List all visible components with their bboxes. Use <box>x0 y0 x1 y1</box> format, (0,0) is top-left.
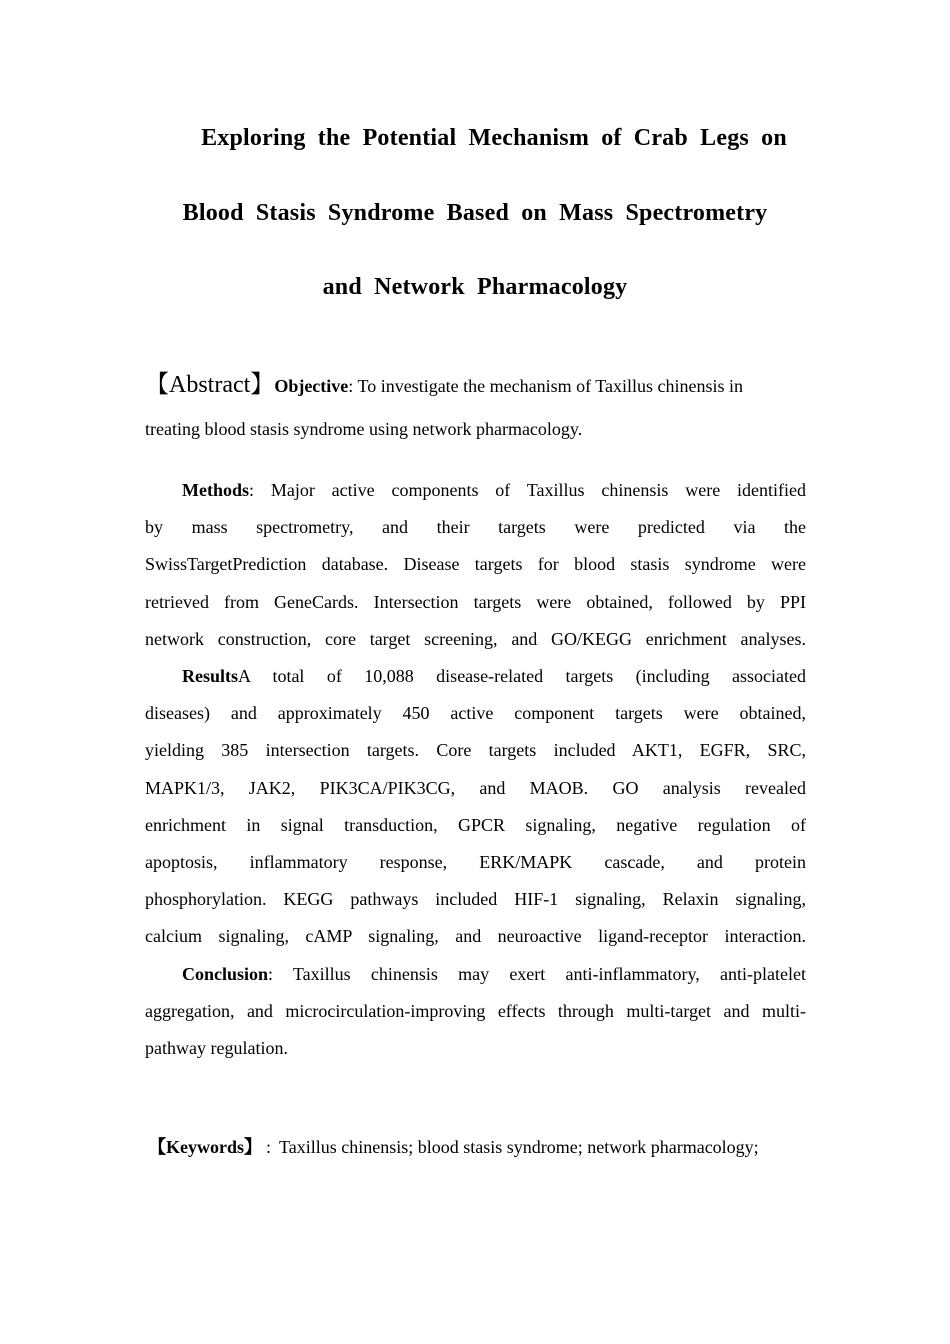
methods-paragraph <box>145 472 806 658</box>
conclusion-line <box>145 956 806 993</box>
results-line: yielding 385 intersection targets. Core targets included AKT1, EGFR, SRC, <box>145 740 806 761</box>
keywords-line <box>148 1133 759 1159</box>
results-line: apoptosis, inflammatory response, ERK/MAPK cascade, and protein <box>145 851 806 872</box>
methods-line: by mass spectrometry, and their targets were predicted via the <box>145 517 806 538</box>
methods-line: network construction, core target screening, and GO/KEGG enrichment analyses. <box>145 628 806 649</box>
methods-line: retrieved from GeneCards. Intersection targets were obtained, followed by PPI <box>145 591 806 612</box>
methods-label: Methods <box>182 480 249 500</box>
objective-text: : To investigate the mechanism of Taxillus chinensis in <box>348 376 744 396</box>
paper-title-line-1: Exploring the Potential Mechanism of Crab Legs on <box>201 125 787 151</box>
results-paragraph <box>145 658 806 956</box>
paper-title-line-2: Blood Stasis Syndrome Based on Mass Spectrometry <box>182 200 768 226</box>
methods-line: SwissTargetPrediction database. Disease targets for blood stasis syndrome were <box>145 554 806 575</box>
abstract-objective-line-1 <box>145 364 743 399</box>
results-line <box>145 658 806 695</box>
conclusion-paragraph <box>145 956 806 1068</box>
conclusion-text: : Taxillus chinensis may exert anti-inflammatory, anti-platelet <box>268 964 806 984</box>
methods-line <box>145 472 806 509</box>
keywords-label: 【Keywords】 <box>148 1137 262 1157</box>
methods-text: : Major active components of Taxillus chinensis were identified <box>249 480 806 500</box>
keywords-separator: : <box>266 1137 272 1157</box>
results-line: phosphorylation. KEGG pathways included HIF-1 signaling, Relaxin signaling, <box>145 889 806 910</box>
abstract-heading: 【Abstract】 <box>145 372 275 398</box>
results-line: MAPK1/3, JAK2, PIK3CA/PIK3CG, and MAOB. GO analysis revealed <box>145 777 806 798</box>
abstract-objective-line-2: treating blood stasis syndrome using network pharmacology. <box>145 419 583 439</box>
results-line: calcium signaling, cAMP signaling, and neuroactive ligand-receptor interaction. <box>145 926 806 947</box>
paper-title-line-3: and Network Pharmacology <box>322 274 628 300</box>
conclusion-line: aggregation, and microcirculation-improving effects through multi-target and multi- <box>145 1001 806 1022</box>
results-label: Results <box>182 666 239 686</box>
keywords-value: Taxillus chinensis; blood stasis syndrome; network pharmacology; <box>279 1137 759 1157</box>
results-text: A total of 10,088 disease-related targets (including associated <box>238 666 806 686</box>
conclusion-line: pathway regulation. <box>145 1038 288 1059</box>
objective-label: Objective <box>274 376 349 396</box>
results-line: enrichment in signal transduction, GPCR signaling, negative regulation of <box>145 814 806 835</box>
results-line: diseases) and approximately 450 active component targets were obtained, <box>145 703 806 724</box>
conclusion-label: Conclusion <box>182 964 269 984</box>
